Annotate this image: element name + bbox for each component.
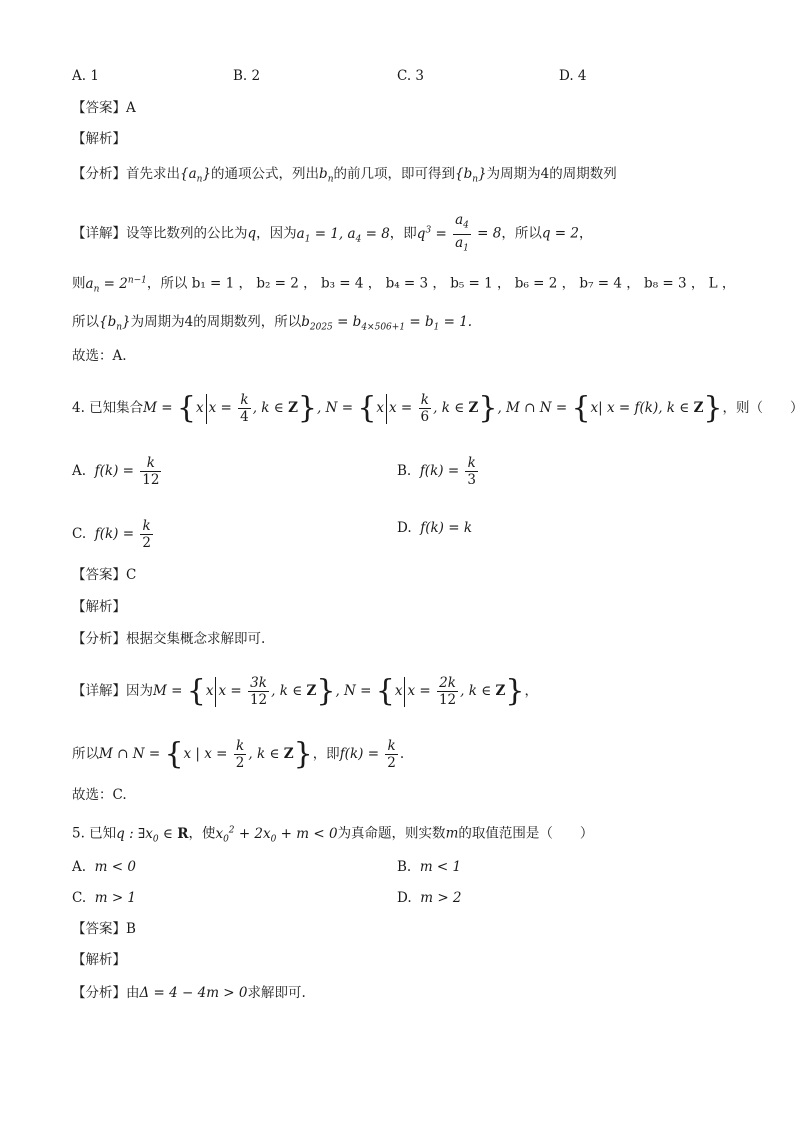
- q3-analysis-tag: 【解析】: [72, 131, 126, 147]
- q4-conclusion: 故选：C.: [72, 787, 127, 803]
- q4-option-d: D. f(k) = k: [397, 520, 473, 536]
- q3-xiangjie-line2: 则$a_n = 2^{n-1}$，所以 b₁ = 1 ， b₂ = 2 ， b₃ = 4 ， b₄ = 3 ， b₅ = 1 ， b₆ = 2 ， b₇ = 4 ， b₈ = 3 ， L ，: [72, 275, 736, 295]
- q3-answer: 【答案】A: [72, 100, 136, 116]
- q4-fenxi: 【分析】根据交集概念求解即可.: [72, 631, 266, 647]
- q3-option-b: B. 2: [233, 68, 261, 84]
- q4-analysis-tag: 【解析】: [72, 599, 126, 615]
- q3-fenxi: 【分析】首先求出$\{a_n\}$的通项公式，列出$b_n$的前几项，即可得到$\{b_n\}$为周期为4的周期数列: [72, 166, 617, 185]
- q5-stem: 5. 已知q : $\exists x_0$ ∈ R，使$x_0^2 + 2x_0 + m < 0$为真命题，则实数m的取值范围是（ ）: [72, 825, 594, 845]
- q5-option-c: C. m > 1: [72, 890, 137, 906]
- q3-option-c: C. 3: [397, 68, 425, 84]
- q5-analysis-tag: 【解析】: [72, 952, 126, 968]
- q4-option-a: A. f(k) = $\frac{k}{12}$: [72, 455, 160, 488]
- q5-option-b: B. m < 1: [397, 859, 462, 875]
- q4-xiangjie-line2: 所以M ∩ N = {x | x = $\frac{k}{2}$ , k ∈ Z}，即f(k) = $\frac{k}{2}$ .: [72, 736, 405, 772]
- q5-fenxi: 【分析】由Δ = 4 − 4m > 0求解即可.: [72, 985, 306, 1001]
- q4-stem: 4. 已知集合M = {x x = $\frac{k}{4}$ , k ∈ Z}, N = {x x = $\frac{k}{6}$ , k ∈ Z}, M ∩ N = {x| x = f(k), k ∈ Z}，则（ ）: [72, 390, 804, 426]
- q5-answer: 【答案】B: [72, 921, 136, 937]
- q5-option-a: A. m < 0: [72, 859, 136, 875]
- q3-option-d: D. 4: [559, 68, 587, 84]
- q4-option-b: B. f(k) = $\frac{k}{3}$: [397, 455, 477, 488]
- q3-xiangjie-line3: 所以$\{b_n\}$为周期为4的周期数列，所以$b_{2025} = b_{4\times 506+1} = b_1 = 1$.: [72, 314, 473, 333]
- q4-answer: 【答案】C: [72, 567, 137, 583]
- q5-option-d: D. m > 2: [397, 890, 462, 906]
- q4-xiangjie-line1: 【详解】因为M = {x x = $\frac{3k}{12}$ , k ∈ Z}, N = {x x = $\frac{2k}{12}$ , k ∈ Z}，: [72, 673, 538, 709]
- q3-option-a: A. 1: [72, 68, 99, 84]
- q4-option-c: C. f(k) = $\frac{k}{2}$: [72, 518, 151, 551]
- q3-xiangjie-line1: 【详解】设等比数列的公比为q，因为$a_1 = 1$, $a_4 = 8$，即$q^3$ = $\frac{a_4}{a_1}$ = 8，所以q = 2，: [72, 212, 593, 254]
- q3-conclusion: 故选：A.: [72, 348, 127, 364]
